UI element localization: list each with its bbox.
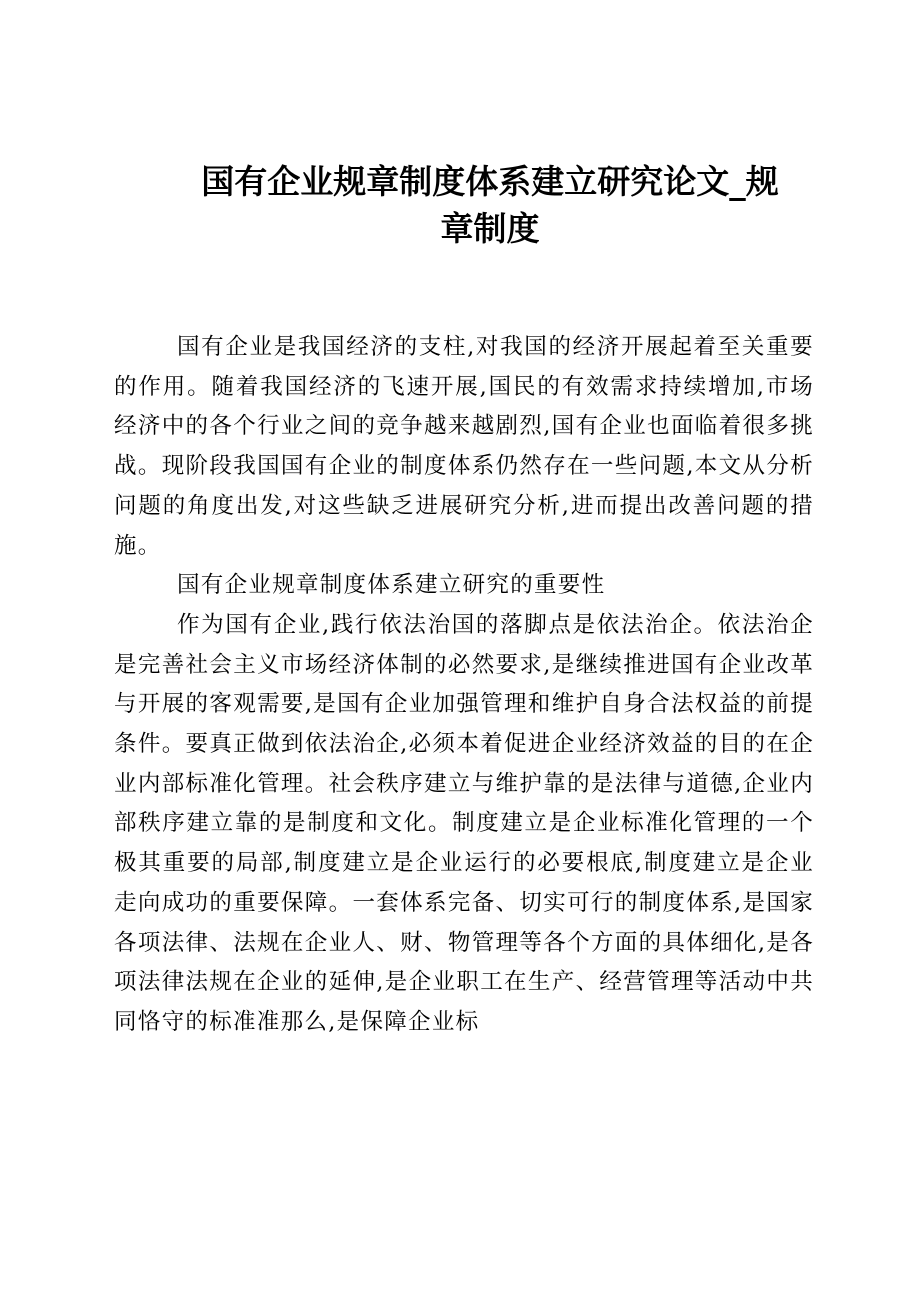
document-title-line: 章制度 xyxy=(440,209,540,248)
document-body xyxy=(114,328,814,1043)
section-heading-importance: 国有企业规章制度体系建立研究的重要性 xyxy=(177,572,606,599)
body-paragraph-intro: 国有企业是我国经济的支柱,对我国的经济开展起着至关重要的作用。随着我国经济的飞速开展,国民的有效需求持续增加,市场经济中的各个行业之间的竞争越来越剧烈,国有企业也面临着很多挑战。现阶段我国国有企业的制度体系仍然存在一些问题,本文从分析问题的角度出发,对这些缺乏进展研究分析,进而提出改善问题的措施。 xyxy=(114,334,814,559)
document-title xyxy=(150,158,830,252)
document-title-line: 国有企业规章制度体系建立研究论文_规 xyxy=(201,162,779,201)
body-paragraph-rule-of-law: 作为国有企业,践行依法治国的落脚点是依法治企。依法治企是完善社会主义市场经济体制的必然要求,是继续推进国有企业改革与开展的客观需要,是国有企业加强管理和维护自身合法权益的前提条件。要真正做到依法治企,必须本着促进企业经济效益的目的在企业内部标准化管理。社会秩序建立与维护靠的是法律与道德,企业内部秩序建立靠的是制度和文化。制度建立是企业标准化管理的一个极其重要的局部,制度建立是企业运行的必要根底,制度建立是企业走向成功的重要保障。一套体系完备、切实可行的制度体系,是国家各项法律、法规在企业人、财、物管理等各个方面的具体细化,是各项法律法规在企业的延伸,是企业职工在生产、经营管理等活动中共同恪守的标准准那么,是保障企业标 xyxy=(114,611,814,1035)
